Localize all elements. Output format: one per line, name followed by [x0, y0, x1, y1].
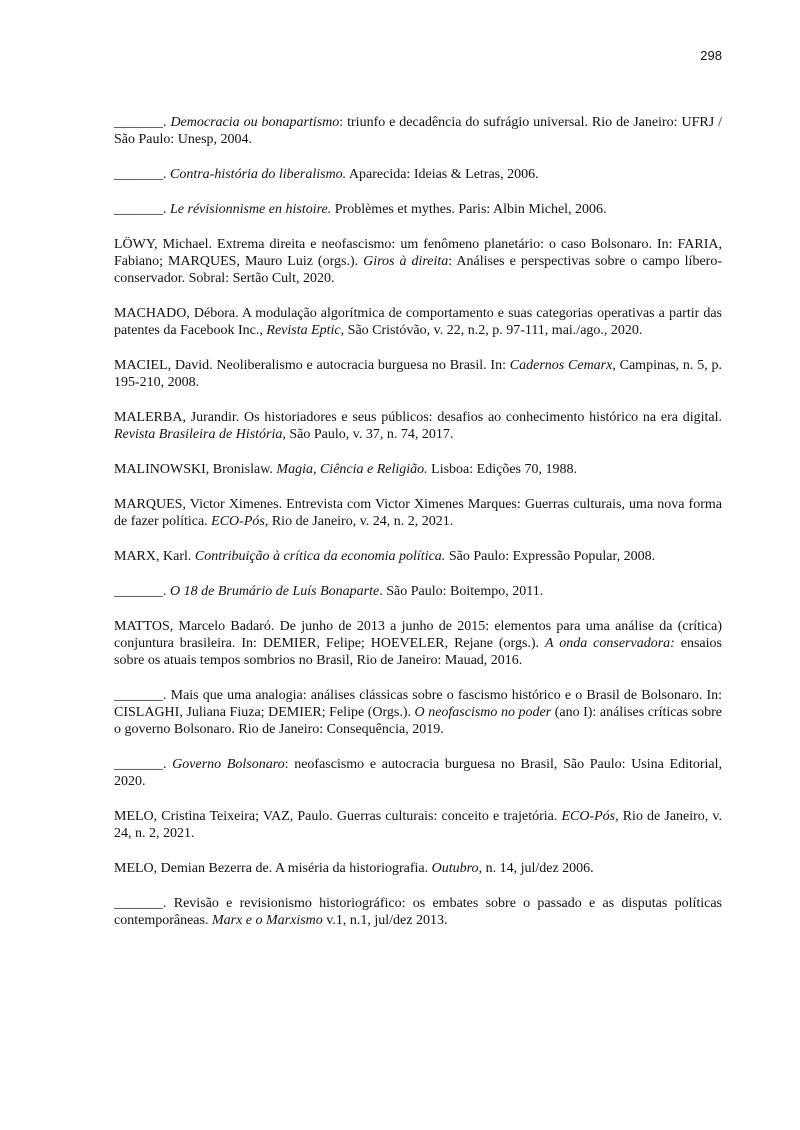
- reference-list: [114, 114, 722, 947]
- reference-text: MATTOS, Marcelo Badaró. De junho de 2013 a junho de 2015: elementos para uma análise da (crítica) conjuntura brasileira. In: DEMIER, Felipe; HOEVELER, Rejane (orgs.).: [114, 619, 722, 651]
- reference-title: Contribuição à crítica da economia política.: [194, 549, 446, 564]
- reference-text: , n. 14, jul/dez 2006.: [478, 861, 594, 876]
- reference-entry: [114, 618, 722, 669]
- page-number: 298: [700, 48, 722, 63]
- reference-title: Contra-história do liberalismo.: [170, 167, 347, 182]
- reference-text: , São Paulo, v. 37, n. 74, 2017.: [282, 427, 454, 442]
- reference-title: Marx e o Marxismo: [211, 913, 323, 928]
- reference-text: MALERBA, Jurandir. Os historiadores e seus públicos: desafios ao conhecimento histórico na era digital.: [114, 410, 722, 425]
- reference-title: Magia, Ciência e Religião.: [276, 462, 428, 477]
- reference-entry: [114, 548, 722, 565]
- reference-entry: [114, 756, 722, 790]
- reference-entry: [114, 808, 722, 842]
- reference-title: Outubro: [431, 861, 479, 876]
- reference-title: ECO-Pós: [211, 514, 265, 529]
- reference-entry: [114, 860, 722, 877]
- reference-text: , Rio de Janeiro, v. 24, n. 2, 2021.: [114, 809, 722, 841]
- reference-text: MACHADO, Débora. A modulação algorítmica de comportamento e suas categorias operativas a partir das patentes da Facebook Inc.,: [114, 306, 722, 338]
- reference-text: : neofascismo e autocracia burguesa no Brasil, São Paulo: Usina Editorial, 2020.: [114, 757, 723, 789]
- reference-text: _______.: [114, 757, 173, 772]
- reference-text: v.1, n.1, jul/dez 2013.: [322, 913, 448, 928]
- reference-text: _______.: [114, 584, 170, 599]
- reference-text: LÖWY, Michael. Extrema direita e neofascismo: um fenômeno planetário: o caso Bolsonaro. In: FARIA, Fabiano; MARQUES, Mauro Luiz (orgs.).: [114, 237, 722, 269]
- reference-text: MARX, Karl.: [114, 549, 195, 564]
- reference-entry: [114, 166, 722, 183]
- reference-text: Aparecida: Ideias & Letras, 2006.: [346, 167, 539, 182]
- reference-entry: [114, 201, 722, 218]
- reference-text: ensaios sobre os atuais tempos sombrios no Brasil, Rio de Janeiro: Mauad, 2016.: [114, 636, 722, 668]
- reference-entry: [114, 409, 722, 443]
- reference-text: _______.: [114, 115, 171, 130]
- reference-title: O 18 de Brumário de Luís Bonaparte: [170, 584, 380, 599]
- reference-entry: [114, 114, 722, 148]
- reference-title: Le révisionnisme en histoire.: [170, 202, 332, 217]
- reference-text: , São Cristóvão, v. 22, n.2, p. 97-111, mai./ago., 2020.: [340, 323, 643, 338]
- reference-title: Cadernos Cemarx: [509, 358, 613, 373]
- reference-entry: [114, 357, 722, 391]
- reference-entry: [114, 583, 722, 600]
- reference-title: A onda conservadora:: [545, 636, 675, 651]
- reference-text: , Rio de Janeiro, v. 24, n. 2, 2021.: [264, 514, 454, 529]
- reference-text: MARQUES, Victor Ximenes. Entrevista com Victor Ximenes Marques: Guerras culturais, uma nova forma de fazer política.: [114, 497, 722, 529]
- reference-text: (ano I): análises críticas sobre o governo Bolsonaro. Rio de Janeiro: Consequência, 2019.: [114, 705, 722, 737]
- reference-title: Giros à direita: [363, 254, 449, 269]
- reference-text: MELO, Cristina Teixeira; VAZ, Paulo. Guerras culturais: conceito e trajetória.: [114, 809, 562, 824]
- reference-text: _______.: [114, 167, 170, 182]
- reference-text: MACIEL, David. Neoliberalismo e autocracia burguesa no Brasil. In:: [114, 358, 510, 373]
- reference-title: ECO-Pós: [561, 809, 616, 824]
- reference-title: Democracia ou bonapartismo: [170, 115, 340, 130]
- reference-text: Problèmes et mythes. Paris: Albin Michel, 2006.: [331, 202, 607, 217]
- reference-text: . São Paulo: Boitempo, 2011.: [379, 584, 544, 599]
- reference-title: Revista Eptic: [266, 323, 341, 338]
- reference-text: , Campinas, n. 5, p. 195-210, 2008.: [114, 358, 722, 390]
- reference-title: Revista Brasileira de História: [114, 427, 283, 442]
- reference-text: _______. Revisão e revisionismo historiográfico: os embates sobre o passado e as disputas políticas contemporâneas.: [114, 896, 722, 928]
- reference-text: São Paulo: Expressão Popular, 2008.: [445, 549, 656, 564]
- reference-entry: [114, 461, 722, 478]
- reference-entry: [114, 236, 722, 287]
- reference-entry: [114, 496, 722, 530]
- reference-text: Lisboa: Edições 70, 1988.: [427, 462, 577, 477]
- reference-entry: [114, 895, 722, 929]
- reference-text: MALINOWSKI, Bronislaw.: [114, 462, 277, 477]
- reference-text: : Análises e perspectivas sobre o campo líbero-conservador. Sobral: Sertão Cult, 2020.: [114, 254, 722, 286]
- reference-title: Governo Bolsonaro: [172, 757, 285, 772]
- reference-entry: [114, 305, 722, 339]
- reference-text: : triunfo e decadência do sufrágio universal. Rio de Janeiro: UFRJ / São Paulo: Unesp, 2004.: [114, 115, 722, 147]
- reference-text: MELO, Demian Bezerra de. A miséria da historiografia.: [114, 861, 432, 876]
- reference-title: O neofascismo no poder: [414, 705, 552, 720]
- reference-entry: [114, 687, 722, 738]
- reference-text: _______.: [114, 202, 170, 217]
- reference-text: _______. Mais que uma analogia: análises clássicas sobre o fascismo histórico e o Brasil de Bolsonaro. In: CISLAGHI, Juliana Fiuza; DEMIER; Felipe (Orgs.).: [114, 688, 722, 720]
